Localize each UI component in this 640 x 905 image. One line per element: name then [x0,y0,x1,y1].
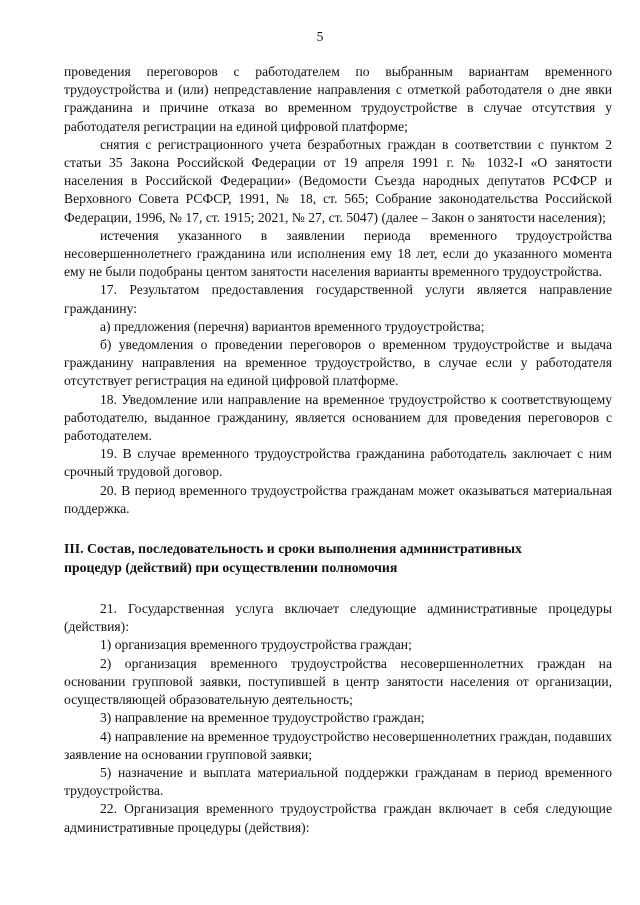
list-item: б) уведомления о проведении переговоров о временном трудоустройстве и выдача гражданину направления на временное трудоустройство, в случае если у работодателя отсутствует регистрация на единой цифровой платформе. [64,337,612,389]
list-item: 4) направление на временное трудоустройство несовершеннолетних граждан, подавших заявление на основании групповой заявки; [64,728,612,762]
paragraph: 22. Организация временного трудоустройства граждан включает в себя следующие административные процедуры (действия): [64,801,612,835]
paragraph: снятия с регистрационного учета безработных граждан в соответствии с пунктом 2 статьи 35 Закона Российской Федерации от 19 апреля 1991 г. № 1032-I «О занятости населения в Российской Федерации» (Ведомости Съезда народных депутатов РСФСР и Верховного Совета РСФСР, 1991, № 18, ст. 565; Собрание законодательства Российской Федерации, 1996, № 17, ст. 1915; 2021, № 27, ст. 5047) (далее – Закон о занятости населения); [64,136,612,225]
section-heading [64,540,612,577]
section-heading-line: III. Состав, последовательность и сроки выполнения административных [64,541,522,557]
paragraph: 19. В случае временного трудоустройства гражданина работодатель заключает с ним срочный трудовой договор. [64,446,612,480]
paragraph: проведения переговоров с работодателем по выбранным вариантам временного трудоустройства и (или) непредставление направления с отметкой работодателя о дне явки гражданина и причине отказа во временном трудоустройстве в случае отсутствия у работодателя регистрации на единой цифровой платформе; [64,64,612,134]
page-number: 5 [316,29,324,44]
list-item: 1) организация временного трудоустройства граждан; [100,637,412,653]
list-item: 5) назначение и выплата материальной поддержки гражданам в период временного трудоустройства. [64,764,612,799]
list-item: 3) направление на временное трудоустройство граждан; [100,710,425,726]
list-item: а) предложения (перечня) вариантов временного трудоустройства; [100,318,485,334]
list-item: 2) организация временного трудоустройства несовершеннолетних граждан на основании групповой заявки, поступившей в центр занятости населения от организации, осуществляющей образовательную деятельность; [64,655,612,708]
paragraph: истечения указанного в заявлении периода временного трудоустройства несовершеннолетнего гражданина или исполнения ему 18 лет, если до указанного момента ему не были подобраны центом занятости населения варианты временного трудоустройства. [64,227,612,280]
paragraph: 20. В период временного трудоустройства гражданам может оказываться материальная поддержка. [64,482,612,516]
paragraph: 21. Государственная услуга включает следующие административные процедуры (действия): [64,601,612,635]
document-body [64,63,612,837]
paragraph: 18. Уведомление или направление на временное трудоустройство к соответствующему работодателю, выданное гражданину, является основанием для проведения переговоров с работодателем. [64,391,612,444]
paragraph: 17. Результатом предоставления государственной услуги является направление гражданину: [64,282,612,316]
section-heading-line: процедур (действий) при осуществлении полномочия [64,559,398,575]
